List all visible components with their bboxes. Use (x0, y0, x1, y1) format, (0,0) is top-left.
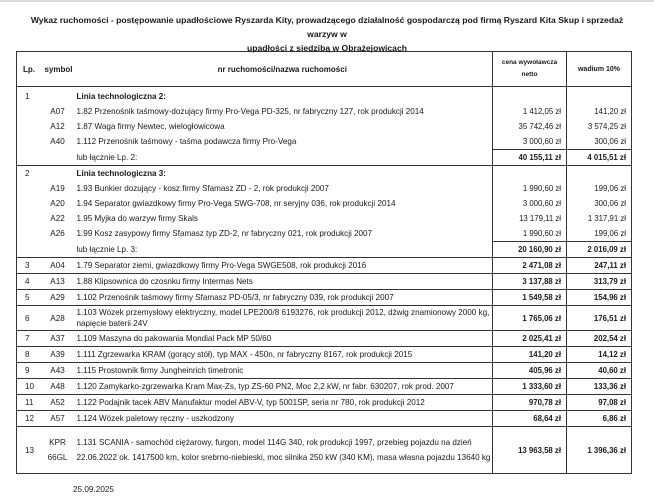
deposit-cell: 1 317,91 zł (567, 211, 632, 226)
symbol-cell (43, 87, 73, 105)
symbol-cell: A19 (50, 184, 65, 193)
lp-cell (17, 104, 43, 119)
price-cell: 2 025,41 zł (493, 331, 567, 347)
name-cell: 1.131 SCANIA - samochód ciężarowy, furgon, model 114G 340, rok produkcji 1997, przebieg pojazdu na dzień 22.06.2022 ok. 1417500 km, kolor srebrno-niebieski, moc silnika 250 kW (340 KM), masa własna pojazdu 13640 kg (76, 438, 491, 462)
lp-cell: 1 (25, 92, 30, 101)
table-row (17, 331, 632, 347)
name-cell: 1.82 Przenośnik taśmowy-dozujący firmy Pro-Vega PD-325, nr fabryczny 127, rok produkcji 2014 (76, 107, 424, 116)
header-price-line2: netto (521, 71, 538, 78)
table-row (17, 395, 632, 411)
price-cell: 1 990,60 zł (493, 226, 567, 242)
group-heading-row (17, 166, 632, 182)
name-cell: 1.95 Myjka do warzyw firmy Skals (76, 214, 198, 223)
table-row (17, 347, 632, 363)
lp-cell (17, 242, 43, 258)
symbol-cell: A26 (50, 229, 65, 239)
table-row (17, 134, 632, 150)
price-cell: 3 137,88 zł (493, 274, 567, 290)
symbol-cell: A07 (50, 107, 65, 116)
symbol-cell: A22 (50, 214, 65, 223)
name-cell: 1.111 Zgrzewarka KRAM (gorący stół), typ MAX - 450n, nr fabryczny 8167, rok produkcji 2015 (73, 347, 493, 363)
price-cell: 68,64 zł (493, 411, 567, 427)
deposit-cell: 300,06 zł (567, 134, 632, 150)
deposit-cell: 133,36 zł (567, 379, 632, 395)
symbol-cell (43, 242, 73, 258)
subtotal-deposit: 4 015,51 zł (567, 150, 632, 166)
symbol-cell: A20 (50, 199, 65, 208)
deposit-cell: 154,96 zł (567, 290, 632, 306)
price-cell: 1 549,58 zł (493, 290, 567, 306)
table-row (17, 181, 632, 196)
symbol-cell: A37 (43, 331, 73, 347)
lp-cell: 13 (25, 445, 35, 455)
deposit-cell: 1 396,36 zł (567, 427, 632, 474)
table-row (17, 119, 632, 134)
lp-cell (17, 181, 43, 196)
lp-cell (17, 196, 43, 211)
name-cell: 1.115 Prostownik firmy Jungheinrich timetronic (73, 363, 493, 379)
table-row (17, 306, 632, 331)
price-cell: 1 990,60 zł (493, 181, 567, 196)
name-cell: 1.120 Zamykarko-zgrzewarka Kram Max-Zs, typ ZS-60 PN2, Moc 2,2 kW, nr fabr. 630207, rok prod. 2007 (73, 379, 493, 395)
table-row (17, 258, 632, 274)
name-cell: 1.87 Waga firmy Newtec, wielogłowicowa (76, 122, 225, 131)
lp-cell (17, 119, 43, 134)
name-cell: 1.103 Wózek przemysłowy elektryczny, model LPE200/8 6193276, rok produkcji 2012, dźwig znamionowy 2000 kg, napięcie baterii 24V (73, 306, 493, 331)
lp-cell: 9 (17, 363, 43, 379)
subtotal-row (17, 242, 632, 258)
symbol-cell: A13 (43, 274, 73, 290)
name-cell: 1.79 Separator ziemi, gwiazdkowy firmy Pro-Vega SWGE508, rok produkcji 2016 (73, 258, 493, 274)
document-date: 25.09.2025 (73, 485, 114, 494)
header-price-line1: cena wywoławcza (501, 59, 558, 66)
symbol-cell: A28 (43, 306, 73, 331)
subtotal-row (17, 150, 632, 166)
name-cell: 1.109 Maszyna do pakowania Mondial Pack MP 50/60 (73, 331, 493, 347)
name-cell: 1.93 Bunkier dozujący - kosz firmy Sfamasz ZD - 2, rok produkcji 2007 (76, 184, 329, 193)
deposit-cell (567, 87, 632, 105)
deposit-cell: 247,11 zł (567, 258, 632, 274)
deposit-cell: 199,06 zł (567, 226, 632, 242)
name-cell: 1.88 Klipsownica do czosnku firmy Intermas Nets (73, 274, 493, 290)
lp-cell: 2 (25, 169, 30, 178)
symbol-cell (43, 166, 73, 182)
table-header-row (17, 52, 632, 87)
deposit-cell (567, 166, 632, 182)
lp-cell: 12 (17, 411, 43, 427)
lp-cell: 4 (17, 274, 43, 290)
price-cell: 405,96 zł (493, 363, 567, 379)
price-cell: 2 471,08 zł (493, 258, 567, 274)
group-heading: Linia technologiczna 3: (76, 169, 166, 178)
lp-cell: 10 (17, 379, 43, 395)
lp-cell (17, 134, 43, 150)
subtotal-label: lub łącznie Lp. 3: (73, 242, 493, 258)
name-cell: 1.122 Podajnik tacek ABV Manufaktur model ABV-V, typ 5001SP, seria nr 780, rok produkcji 2012 (73, 395, 493, 411)
name-cell: 1.94 Separator gwiazdkowy firmy Pro-Vega SWG-708, nr seryjny 036, rok produkcji 2014 (76, 199, 396, 208)
table-row (17, 226, 632, 242)
header-deposit: wadium 10% (567, 52, 632, 87)
price-cell (493, 166, 567, 182)
symbol-cell: A48 (43, 379, 73, 395)
deposit-cell: 199,06 zł (567, 181, 632, 196)
page-top-border (0, 0, 654, 2)
lp-cell (17, 150, 43, 166)
name-cell: 1.102 Przenośnik taśmowy firmy Sfamasz PD-05/3, nr fabryczny 039, rok produkcji 2007 (73, 290, 493, 306)
price-cell: 141,20 zł (493, 347, 567, 363)
title-line-1: Wykaz ruchomości - postępowanie upadłościowe Ryszarda Kity, prowadzącego działalność gospodarczą pod firmą Ryszard Kita Skup i sprzedaż warzyw w (30, 15, 624, 39)
title-line-2: upadłości z siedzibą w Obrażejowicach (247, 43, 407, 53)
lp-cell: 11 (17, 395, 43, 411)
price-cell: 1 333,60 zł (493, 379, 567, 395)
deposit-cell: 176,51 zł (567, 306, 632, 331)
price-cell: 3 000,60 zł (493, 196, 567, 211)
symbol-cell: A40 (50, 137, 65, 147)
price-cell (493, 87, 567, 105)
symbol-cell: A12 (50, 122, 65, 131)
group-heading: Linia technologiczna 2: (76, 92, 166, 101)
subtotal-price: 20 160,90 zł (493, 242, 567, 258)
lp-cell (17, 211, 43, 226)
lp-cell: 6 (17, 306, 43, 331)
deposit-cell: 14,12 zł (567, 347, 632, 363)
price-cell: 13 179,11 zł (493, 211, 567, 226)
header-price (493, 52, 567, 87)
document-title (20, 13, 634, 55)
lp-cell: 3 (17, 258, 43, 274)
table-row (17, 274, 632, 290)
deposit-cell: 97,08 zł (567, 395, 632, 411)
symbol-cell: A57 (43, 411, 73, 427)
symbol-cell (43, 150, 73, 166)
header-lp: Lp. (17, 52, 43, 87)
lp-cell: 8 (17, 347, 43, 363)
symbol-cell (43, 427, 73, 474)
deposit-cell: 141,20 zł (567, 104, 632, 119)
name-cell: 1.112 Przenośnik taśmowy - taśma podawcza firmy Pro-Vega (76, 137, 297, 147)
price-cell: 35 742,46 zł (493, 119, 567, 134)
lp-cell: 5 (17, 290, 43, 306)
table-row (17, 363, 632, 379)
symbol-cell: A43 (43, 363, 73, 379)
symbol-line1: KPR (49, 438, 66, 447)
deposit-cell: 6,86 zł (567, 411, 632, 427)
table-row (17, 196, 632, 211)
subtotal-label: lub łącznie Lp. 2: (73, 150, 493, 166)
table-row (17, 379, 632, 395)
table-row (17, 211, 632, 226)
price-cell: 970,78 zł (493, 395, 567, 411)
name-cell: 1.99 Kosz zasypowy firmy Sfamasz typ ZD-2, nr fabryczny 021, rok produkcji 2007 (76, 229, 373, 239)
price-cell: 3 000,60 zł (493, 134, 567, 150)
symbol-cell: A39 (43, 347, 73, 363)
symbol-cell: A04 (43, 258, 73, 274)
lp-cell: 7 (17, 331, 43, 347)
group-heading-row (17, 87, 632, 105)
assets-table (16, 51, 632, 474)
deposit-cell: 313,79 zł (567, 274, 632, 290)
table-row (17, 290, 632, 306)
symbol-cell: A29 (43, 290, 73, 306)
deposit-cell: 202,54 zł (567, 331, 632, 347)
symbol-line2: 66GL (47, 453, 68, 462)
price-cell: 1 412,05 zł (493, 104, 567, 119)
lp-cell (17, 226, 43, 242)
header-symbol: symbol (43, 52, 73, 87)
table-row (17, 104, 632, 119)
subtotal-price: 40 155,11 zł (493, 150, 567, 166)
subtotal-deposit: 2 016,09 zł (567, 242, 632, 258)
name-cell: 1.124 Wózek paletowy ręczny - uszkodzony (73, 411, 493, 427)
deposit-cell: 40,60 zł (567, 363, 632, 379)
table-row (17, 411, 632, 427)
deposit-cell: 3 574,25 zł (567, 119, 632, 134)
header-name: nr ruchomości/nazwa ruchomości (73, 52, 493, 87)
deposit-cell: 300,06 zł (567, 196, 632, 211)
price-cell: 13 963,58 zł (493, 427, 567, 474)
table-row (17, 427, 632, 474)
price-cell: 1 765,06 zł (493, 306, 567, 331)
symbol-cell: A52 (43, 395, 73, 411)
